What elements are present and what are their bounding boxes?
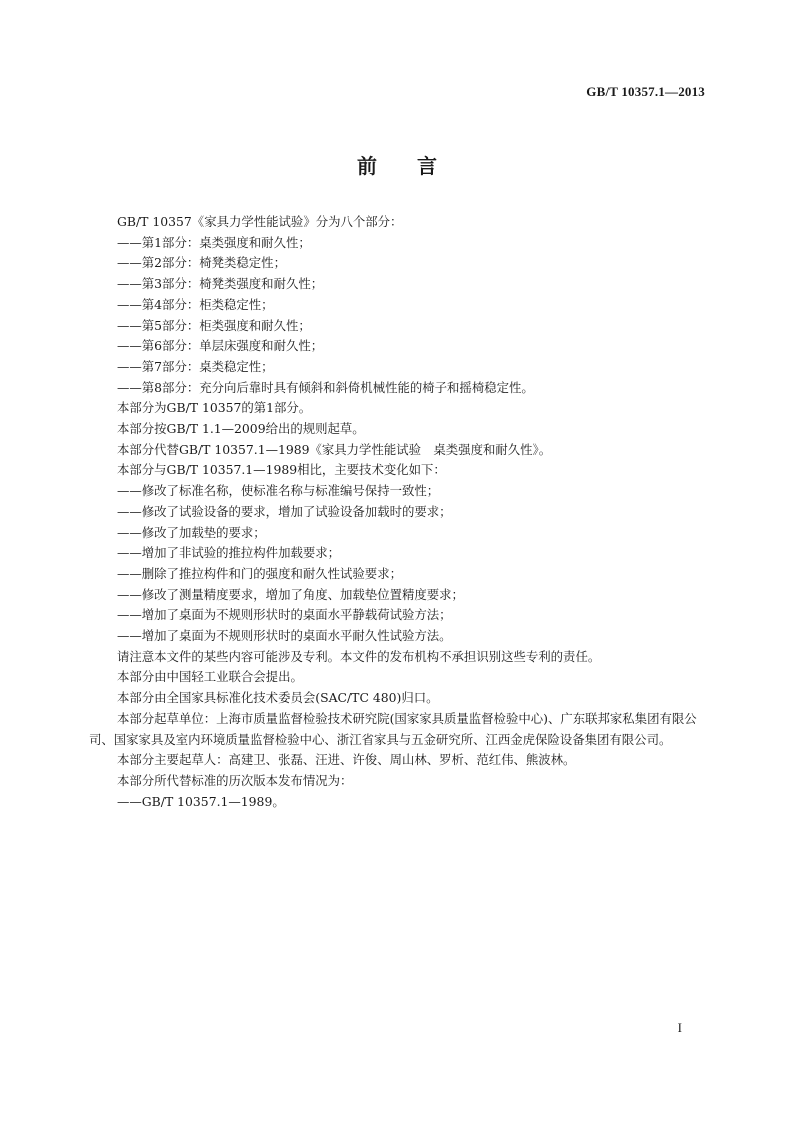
paragraph: 本部分与GB/T 10357.1—1989相比，主要技术变化如下：	[117, 462, 446, 478]
paragraph: ——第7部分：桌类稳定性；	[117, 358, 274, 374]
paragraph: ——修改了试验设备的要求，增加了试验设备加载时的要求；	[117, 503, 452, 519]
page-number: I	[677, 1020, 682, 1035]
paragraph: ——增加了桌面为不规则形状时的桌面水平耐久性试验方法。	[117, 628, 452, 644]
standard-code: GB/T 10357.1—2013	[586, 84, 705, 99]
paragraph: 本部分按GB/T 1.1—2009给出的规则起草。	[117, 421, 365, 437]
paragraph: 本部分主要起草人：高建卫、张磊、汪进、许俊、周山林、罗析、范红伟、熊波林。	[117, 752, 576, 768]
paragraph: 本部分由全国家具标准化技术委员会(SAC/TC 480)归口。	[117, 690, 439, 706]
paragraph: ——修改了加载垫的要求；	[117, 524, 266, 540]
paragraph: 请注意本文件的某些内容可能涉及专利。本文件的发布机构不承担识别这些专利的责任。	[117, 648, 601, 664]
paragraph: 本部分为GB/T 10357的第1部分。	[117, 400, 312, 416]
paragraph: ——增加了桌面为不规则形状时的桌面水平静载荷试验方法；	[117, 607, 452, 623]
foreword-body	[89, 212, 707, 812]
paragraph: ——修改了测量精度要求，增加了角度、加载垫位置精度要求；	[117, 586, 464, 602]
paragraph: ——第3部分：椅凳类强度和耐久性；	[117, 276, 324, 292]
paragraph: GB/T 10357《家具力学性能试验》分为八个部分：	[117, 214, 403, 229]
page-title: 前言	[357, 154, 477, 178]
paragraph: ——删除了推拉构件和门的强度和耐久性试验要求；	[117, 565, 402, 581]
paragraph: 本部分由中国轻工业联合会提出。	[117, 669, 303, 685]
paragraph: ——第1部分：桌类强度和耐久性；	[117, 234, 311, 250]
paragraph: ——第6部分：单层床强度和耐久性；	[117, 338, 324, 354]
paragraph: ——第8部分：充分向后靠时具有倾斜和斜倚机械性能的椅子和摇椅稳定性。	[117, 379, 534, 395]
paragraph: ——GB/T 10357.1—1989。	[117, 793, 285, 809]
paragraph: 本部分起草单位：上海市质量监督检验技术研究院(国家家具质量监督检验中心)、广东联邦家私集团有限公司、国家家具及室内环境质量监督检验中心、浙江省家具与五金研究所、江西金虎保险设备集团有限公司。	[89, 710, 697, 747]
paragraph: 本部分所代替标准的历次版本发布情况为：	[117, 772, 353, 788]
paragraph: ——第5部分：柜类强度和耐久性；	[117, 317, 311, 333]
paragraph: ——修改了标准名称，使标准名称与标准编号保持一致性；	[117, 483, 440, 499]
paragraph: ——增加了非试验的推拉构件加载要求；	[117, 545, 341, 561]
paragraph: 本部分代替GB/T 10357.1—1989《家具力学性能试验 桌类强度和耐久性》。	[117, 441, 552, 457]
paragraph: ——第2部分：椅凳类稳定性；	[117, 255, 286, 271]
paragraph: ——第4部分：柜类稳定性；	[117, 296, 274, 312]
